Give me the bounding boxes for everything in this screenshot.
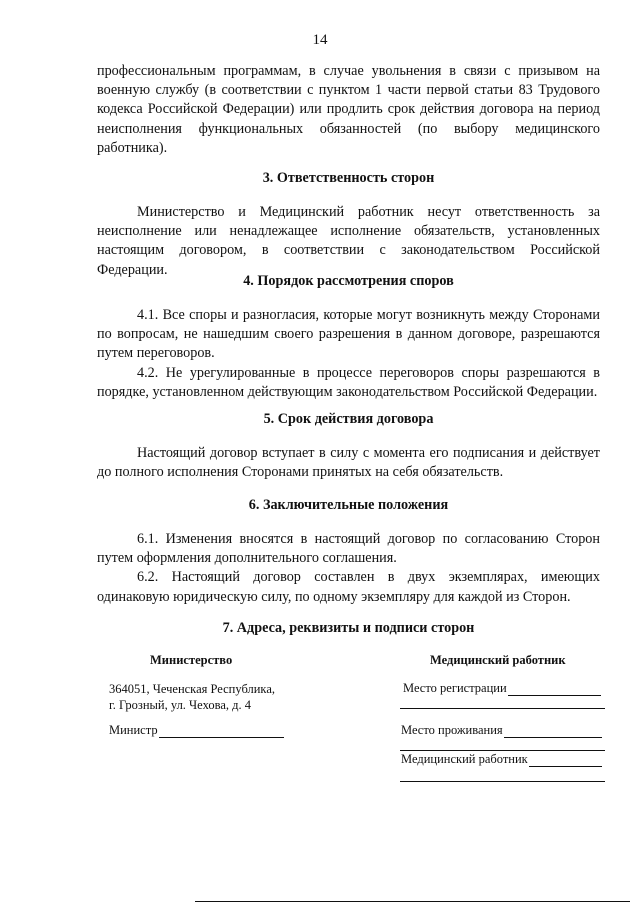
residence-line <box>401 722 602 738</box>
minister-label: Министр <box>109 723 158 737</box>
ministry-header: Министерство <box>150 653 233 667</box>
ministry-address-line-2: г. Грозный, ул. Чехова, д. 4 <box>109 698 251 712</box>
section-3-body <box>97 203 600 280</box>
section-3-paragraph-1: Министерство и Медицинский работник несут ответственность за неисполнение или ненадлежащее исполнение обязательств, установленных настоящим договором, в соответствии с законодательством Российской Федерации. <box>97 204 600 278</box>
section-5-paragraph-1: Настоящий договор вступает в силу с момента его подписания и действует до полного исполнения Сторонами принятых на себя обязательств. <box>97 445 600 481</box>
worker-signature-field <box>529 754 602 767</box>
page-number: 14 <box>312 32 328 48</box>
section-6-paragraph-1: 6.1. Изменения вносятся в настоящий договор по согласованию Сторон путем оформления дополнительного соглашения. <box>97 531 600 567</box>
section-4-paragraph-2: 4.2. Не урегулированные в процессе переговоров споры разрешаются в порядке, установленном действующим законодательством Российской Федерации. <box>97 364 600 400</box>
intro-paragraph-block <box>97 62 600 158</box>
residence-label: Место проживания <box>401 723 503 737</box>
worker-signature-line <box>401 751 602 767</box>
section-6-paragraph-2: 6.2. Настоящий договор составлен в двух экземплярах, имеющих одинаковую юридическую силу, по одному экземпляру для каждой из Сторон. <box>97 569 600 605</box>
registration-field <box>508 683 601 696</box>
minister-signature-field <box>159 725 284 738</box>
registration-line <box>403 680 601 696</box>
section-5-title: 5. Срок действия договора <box>263 411 434 427</box>
section-6-title: 6. Заключительные положения <box>248 497 449 513</box>
section-4-body <box>97 306 600 402</box>
registration-extra-line <box>400 708 605 709</box>
residence-field <box>504 725 602 738</box>
bottom-edge-line <box>195 901 630 902</box>
section-6-body <box>97 530 600 607</box>
minister-signature-line <box>109 722 284 738</box>
section-5-body <box>97 444 600 482</box>
section-4-title: 4. Порядок рассмотрения споров <box>243 273 454 289</box>
worker-header: Медицинский работник <box>430 653 566 667</box>
worker-label: Медицинский работник <box>401 752 528 766</box>
section-3-title: 3. Ответственность сторон <box>262 170 435 186</box>
registration-label: Место регистрации <box>403 681 507 695</box>
section-7-title: 7. Адреса, реквизиты и подписи сторон <box>222 620 475 636</box>
worker-extra-line <box>400 781 605 782</box>
intro-paragraph: профессиональным программам, в случае увольнения в связи с призывом на военную службу (в соответствии с пунктом 1 части первой статьи 83 Трудового кодекса Российской Федерации) или продлить срок действия договора на период неисполнения функциональных обязанностей (по выбору медицинского работника). <box>97 63 600 156</box>
section-4-paragraph-1: 4.1. Все споры и разногласия, которые могут возникнуть между Сторонами по вопросам, не нашедшим своего разрешения в данном договоре, разрешаются путем переговоров. <box>97 307 600 362</box>
ministry-address-line-1: 364051, Чеченская Республика, <box>109 682 275 696</box>
